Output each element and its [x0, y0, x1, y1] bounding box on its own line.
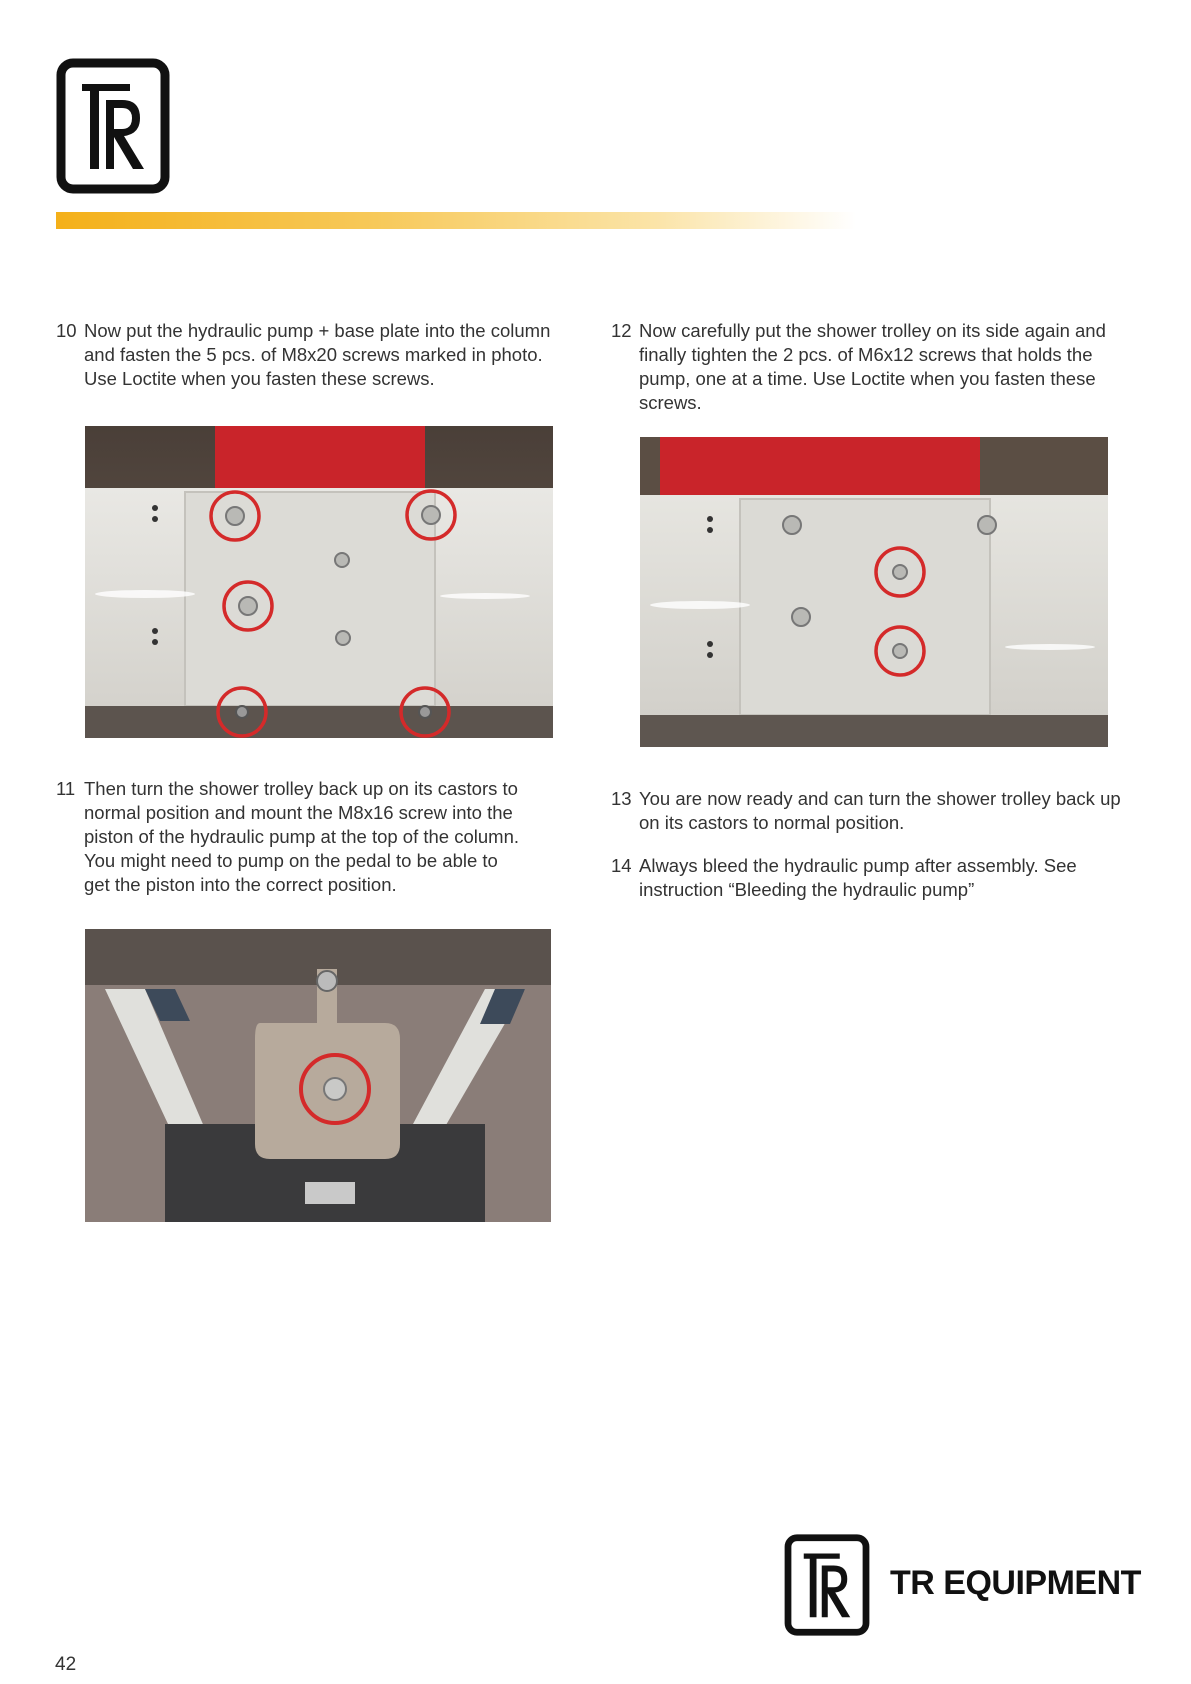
step-text-line: and fasten the 5 pcs. of M8x20 screws marked in photo.: [84, 344, 543, 365]
step-text-line: Then turn the shower trolley back up on its castors to: [84, 778, 518, 799]
step-number: 12: [611, 320, 632, 341]
step-13: [611, 787, 1151, 837]
step-text-line: get the piston into the correct position.: [84, 874, 397, 895]
step-text-line: Now carefully put the shower trolley on its side again and: [639, 320, 1106, 341]
step-text-line: You are now ready and can turn the shower trolley back up: [639, 788, 1121, 809]
step-text-line: Always bleed the hydraulic pump after assembly. See: [639, 855, 1077, 876]
brand-name: TR EQUIPMENT: [890, 1564, 1141, 1602]
step-11: [56, 777, 576, 902]
step-text-line: piston of the hydraulic pump at the top of the column.: [84, 826, 520, 847]
header-accent-bar: [56, 212, 856, 229]
step-12: [611, 319, 1151, 419]
photo-piston-screw: [85, 929, 551, 1222]
step-text-line: normal position and mount the M8x16 screw into the: [84, 802, 513, 823]
step-text-line: Now put the hydraulic pump + base plate into the column: [84, 320, 551, 341]
page-number: 42: [55, 1654, 77, 1675]
step-text-line: instruction “Bleeding the hydraulic pump”: [639, 879, 975, 900]
step-10: [56, 319, 576, 399]
step-number: 14: [611, 855, 632, 876]
step-number: 10: [56, 320, 77, 341]
step-text-line: You might need to pump on the pedal to be able to: [84, 850, 498, 871]
step-text-line: on its castors to normal position.: [639, 812, 905, 833]
step-text-line: finally tighten the 2 pcs. of M6x12 screws that holds the: [639, 344, 1093, 365]
step-text-line: Use Loctite when you fasten these screws.: [84, 368, 435, 389]
step-text-line: pump, one at a time. Use Loctite when you fasten these: [639, 368, 1096, 389]
step-text-line: screws.: [639, 392, 702, 413]
photo-base-plate-screws: [85, 426, 553, 738]
photo-pump-screws: [640, 437, 1108, 747]
tr-logo-icon: [56, 58, 170, 194]
tr-logo-icon: [784, 1534, 870, 1636]
step-number: 13: [611, 788, 632, 809]
step-14: [611, 854, 1151, 904]
step-number: 11: [56, 778, 76, 799]
